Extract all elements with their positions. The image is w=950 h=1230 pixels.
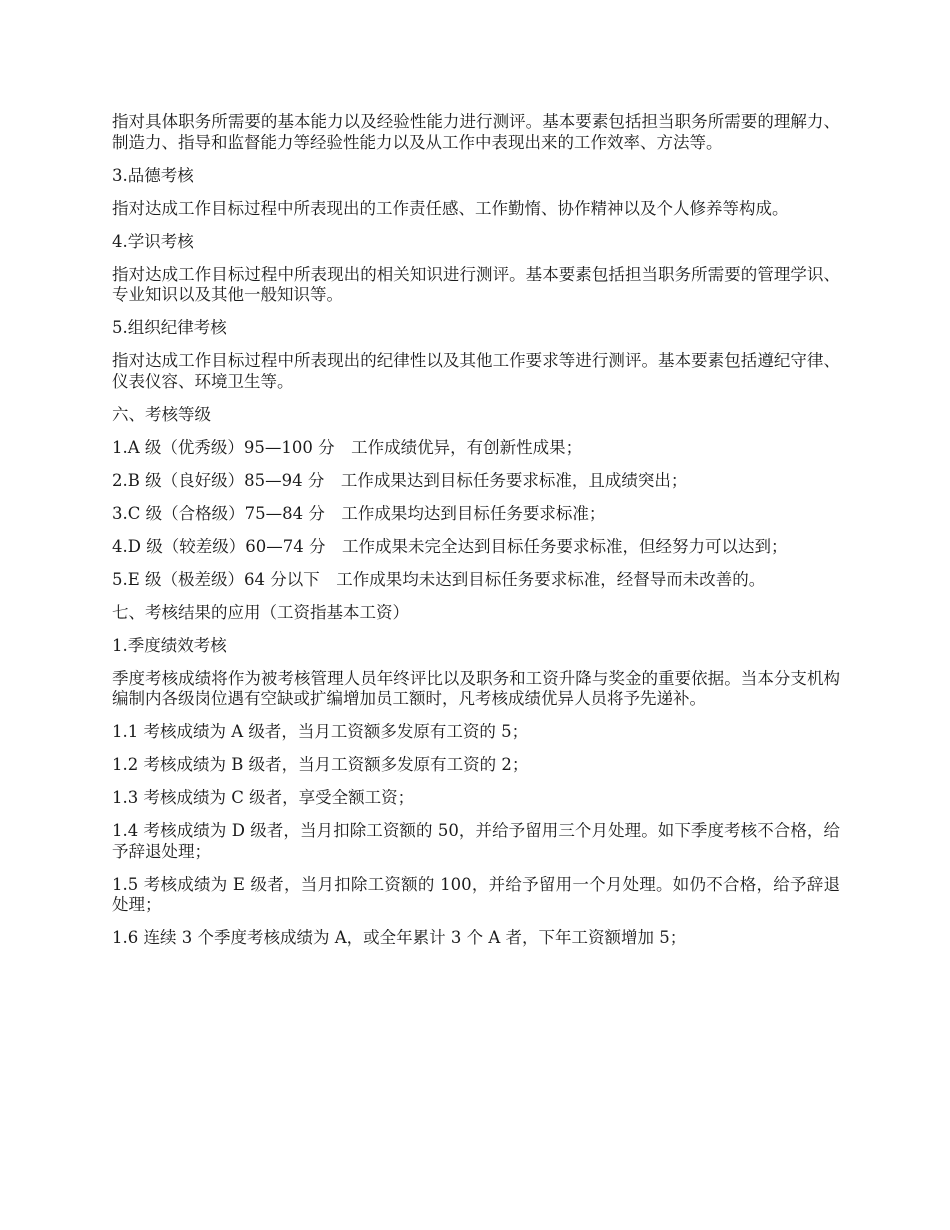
- heading-knowledge: 4.学识考核: [112, 231, 194, 251]
- paragraph-knowledge-desc: 指对达成工作目标过程中所表现出的相关知识进行测评。基本要素包括担当职务所需要的管理学识、专业知识以及其他一般知识等。: [112, 264, 840, 304]
- paragraph-ability-desc: 指对具体职务所需要的基本能力以及经验性能力进行测评。基本要素包括担当职务所需要的理解力、制造力、指导和监督能力等经验性能力以及从工作中表现出来的工作效率、方法等。: [112, 112, 840, 152]
- heading-discipline: 5.组织纪律考核: [112, 318, 227, 337]
- rule-1-1: 1.1 考核成绩为 A 级者，当月工资额多发原有工资的 5；: [112, 722, 529, 741]
- grade-c: 3.C 级（合格级）75—84 分 工作成果均达到目标任务要求标准；: [112, 503, 606, 523]
- paragraph-morality-desc: 指对达成工作目标过程中所表现出的工作责任感、工作勤惰、协作精神以及个人修养等构成。: [112, 198, 789, 218]
- grade-d: 4.D 级（较差级）60—74 分 工作成果未完全达到目标任务要求标准，但经努力可以达到；: [112, 536, 788, 556]
- grade-a: 1.A 级（优秀级）95—100 分 工作成绩优异，有创新性成果；: [112, 437, 583, 457]
- paragraph-quarterly-desc: 季度考核成绩将作为被考核管理人员年终评比以及职务和工资升降与奖金的重要依据。当本分支机构编制内各级岗位遇有空缺或扩编增加员工额时，凡考核成绩优异人员将予先递补。: [112, 668, 840, 708]
- section-heading-results: 七、考核结果的应用（工资指基本工资）: [112, 602, 409, 622]
- heading-morality: 3.品德考核: [112, 165, 194, 185]
- grade-b: 2.B 级（良好级）85—94 分 工作成果达到目标任务要求标准，且成绩突出；: [112, 470, 688, 490]
- paragraph-discipline-desc: 指对达成工作目标过程中所表现出的纪律性以及其他工作要求等进行测评。基本要素包括遵纪守律、仪表仪容、环境卫生等。: [112, 351, 840, 391]
- rule-1-4: 1.4 考核成绩为 D 级者，当月扣除工资额的 50，并给予留用三个月处理。如下季度考核不合格，给予辞退处理；: [112, 821, 840, 861]
- rule-1-6: 1.6 连续 3 个季度考核成绩为 A，或全年累计 3 个 A 者，下年工资额增加 5；: [112, 928, 687, 947]
- section-heading-grades: 六、考核等级: [112, 404, 211, 424]
- document-body: [112, 112, 840, 961]
- rule-1-5: 1.5 考核成绩为 E 级者，当月扣除工资额的 100，并给予留用一个月处理。如仍不合格，给予辞退处理；: [112, 874, 840, 914]
- grade-e: 5.E 级（极差级）64 分以下 工作成果均未达到目标任务要求标准，经督导而未改善的。: [112, 569, 766, 589]
- rule-1-3: 1.3 考核成绩为 C 级者，享受全额工资；: [112, 788, 415, 807]
- rule-1-2: 1.2 考核成绩为 B 级者，当月工资额多发原有工资的 2；: [112, 755, 529, 774]
- heading-quarterly: 1.季度绩效考核: [112, 635, 227, 655]
